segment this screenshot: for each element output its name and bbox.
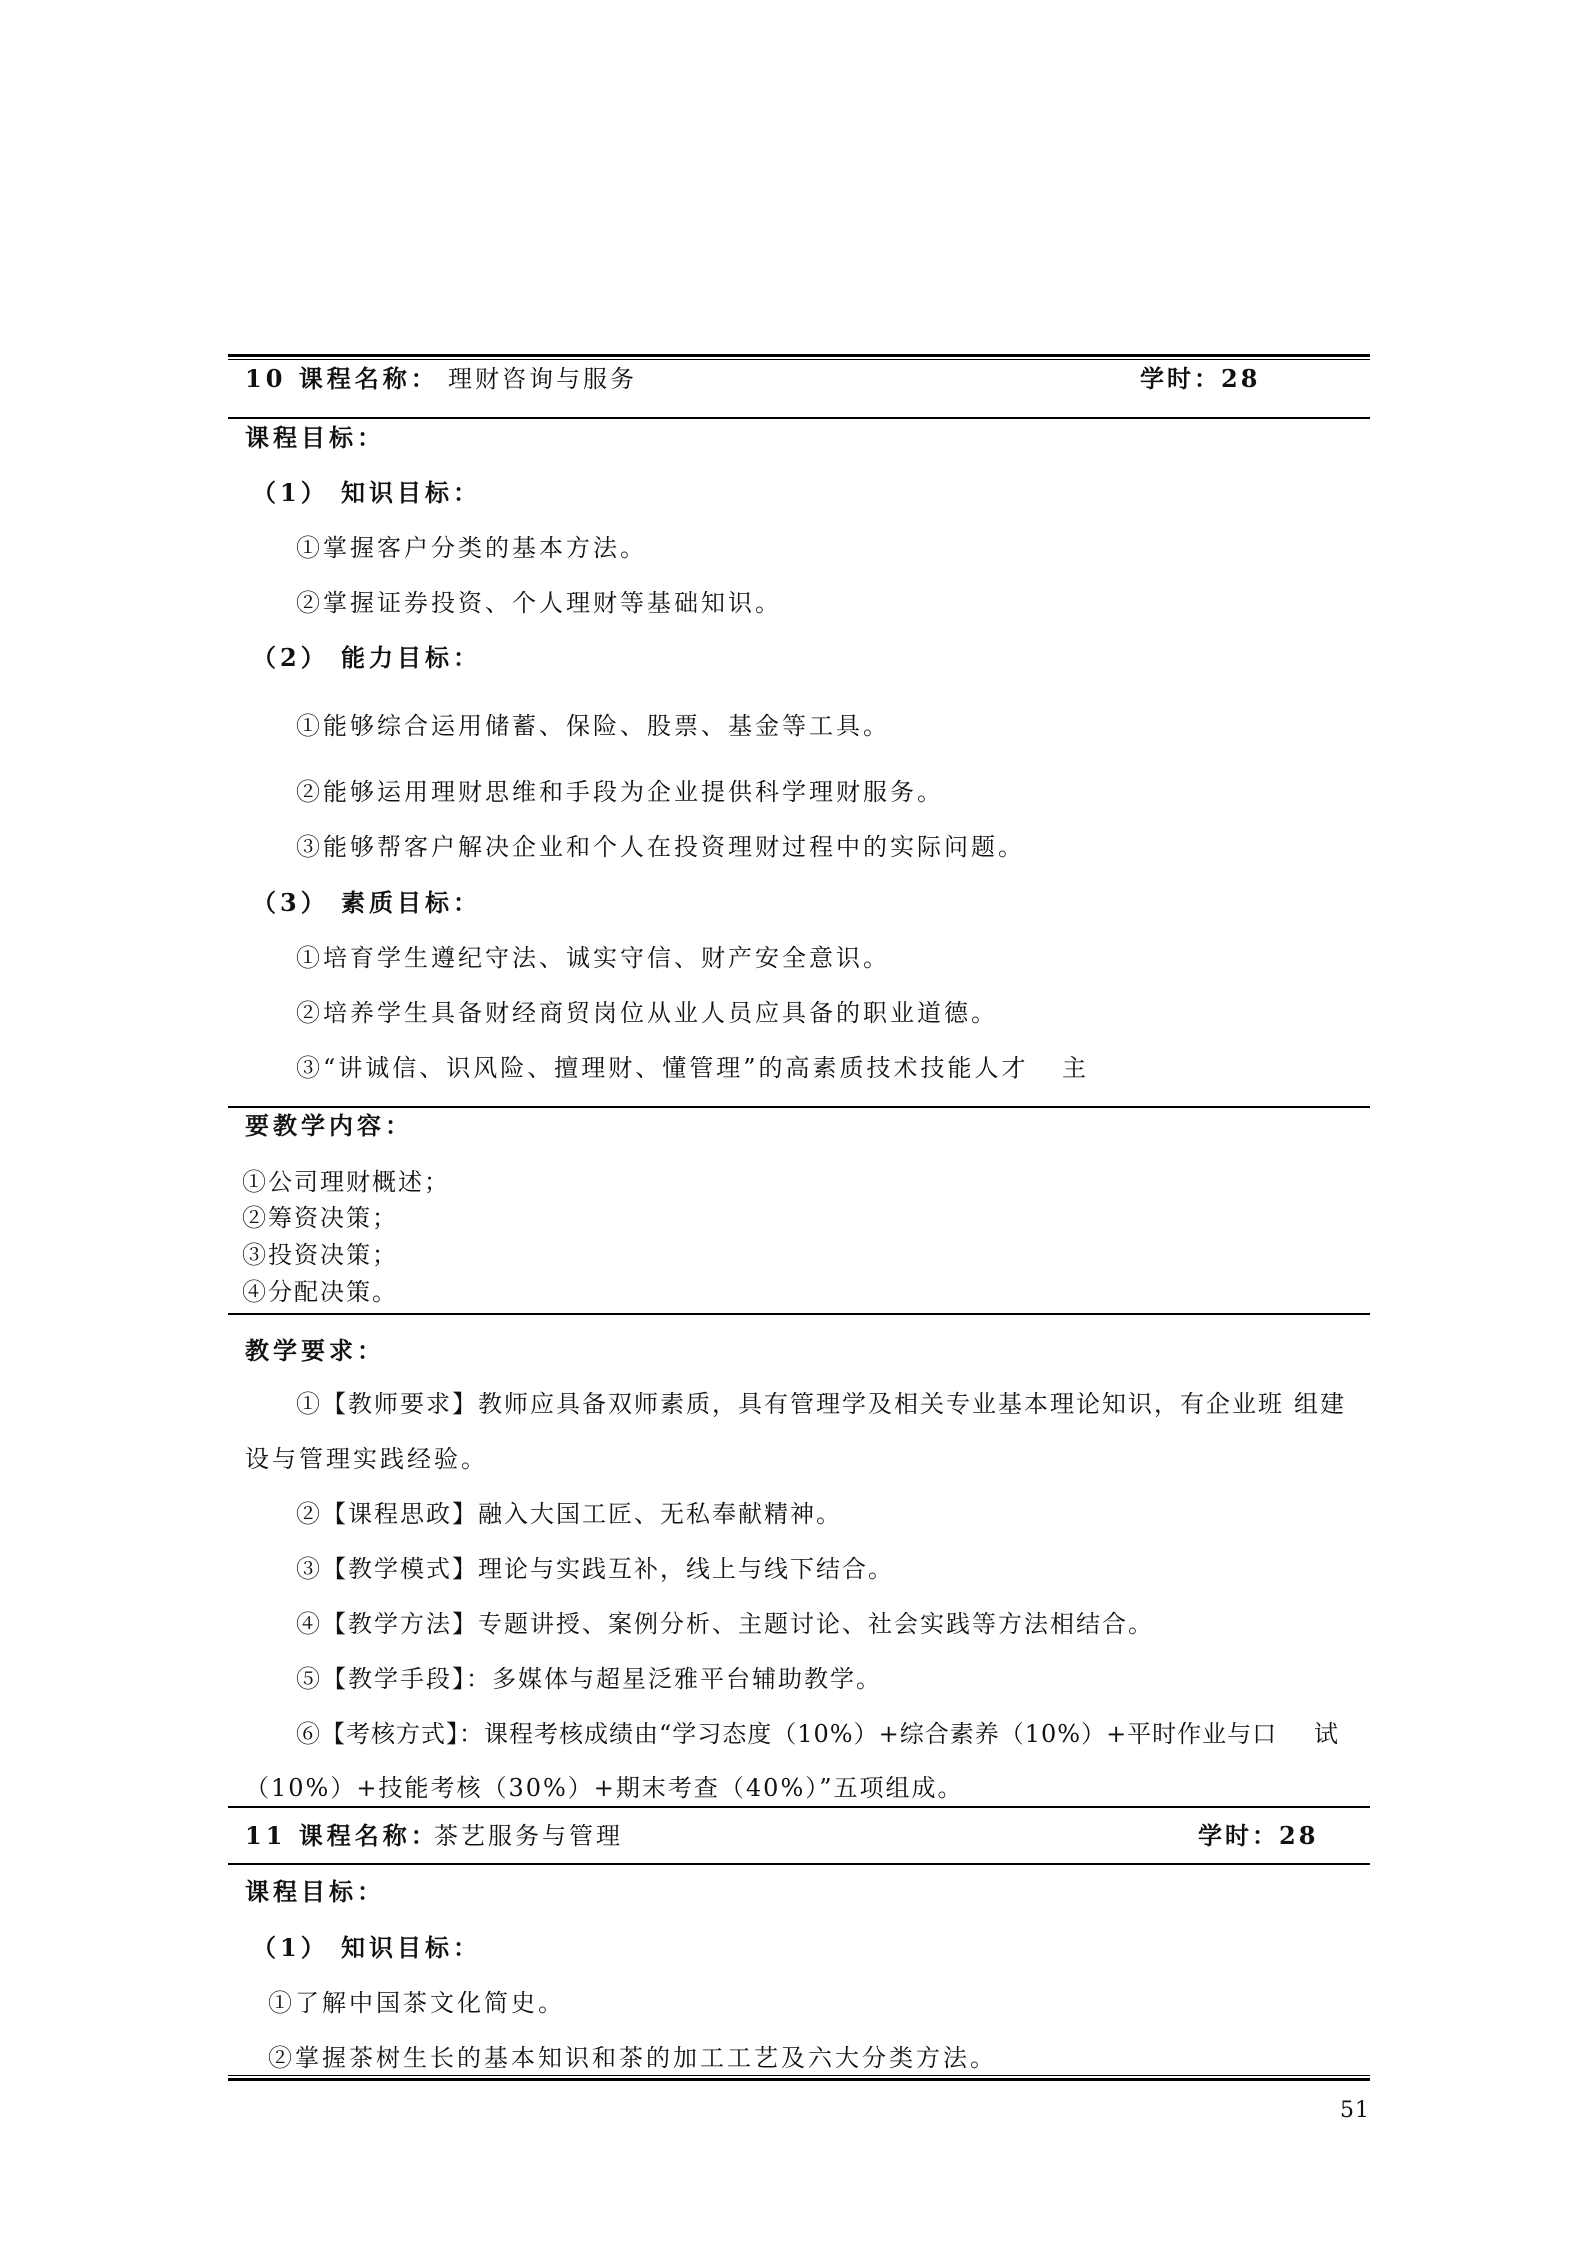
course-10-content-item-1: ①公司理财概述； xyxy=(242,1168,450,1196)
page-number: 51 xyxy=(1340,2098,1370,2123)
course-10-content-item-3: ③投资决策； xyxy=(242,1241,398,1269)
table-bottom-rule xyxy=(228,2078,1370,2081)
row-divider xyxy=(228,1806,1370,1808)
course-10-name: 理财咨询与服务 xyxy=(448,365,637,393)
course-11-knowledge-item-1: ①了解中国茶文化简史。 xyxy=(268,1989,565,2017)
course-10-knowledge-item-2: ②掌握证券投资、个人理财等基础知识。 xyxy=(296,589,782,617)
course-10-ability-item-1: ①能够综合运用储蓄、保险、股票、基金等工具。 xyxy=(296,712,890,740)
course-11-number-label: 11 课程名称： xyxy=(245,1821,439,1850)
course-10-requirements-title: 教学要求： xyxy=(245,1336,385,1365)
course-11-knowledge-title: （1） 知识目标： xyxy=(252,1933,482,1962)
course-10-goal-title: 课程目标： xyxy=(245,423,385,452)
course-10-requirement-1: ①【教师要求】教师应具备双师素质，具有管理学及相关专业基本理论知识，有企业班 xyxy=(296,1390,1284,1418)
table-top-rule xyxy=(228,354,1370,357)
course-10-ability-item-3: ③能够帮客户解决企业和个人在投资理财过程中的实际问题。 xyxy=(296,833,1025,861)
course-10-knowledge-title: （1） 知识目标： xyxy=(252,478,482,507)
course-10-quality-item-1: ①培育学生遵纪守法、诚实守信、财产安全意识。 xyxy=(296,944,890,972)
course-10-requirement-1-tail: 组建 xyxy=(1294,1390,1346,1418)
course-10-content-title: 要教学内容： xyxy=(245,1111,413,1140)
course-10-number-label: 10 课程名称： xyxy=(245,364,439,393)
course-10-requirement-1-continued: 设与管理实践经验。 xyxy=(245,1445,488,1473)
course-11-knowledge-item-2: ②掌握茶树生长的基本知识和茶的加工工艺及六大分类方法。 xyxy=(268,2044,997,2072)
course-10-requirement-6: ⑥【考核方式】：课程考核成绩由“学习态度（10%）+综合素养（10%）+平时作业与口 xyxy=(296,1720,1278,1748)
course-10-requirement-6-continued: （10%）+技能考核（30%）+期末考查（40%）”五项组成。 xyxy=(245,1774,964,1802)
course-10-ability-item-2: ②能够运用理财思维和手段为企业提供科学理财服务。 xyxy=(296,778,944,806)
course-10-quality-item-2: ②培养学生具备财经商贸岗位从业人员应具备的职业道德。 xyxy=(296,999,998,1027)
course-11-goal-title: 课程目标： xyxy=(245,1877,385,1906)
course-10-content-item-2: ②筹资决策； xyxy=(242,1204,398,1232)
course-10-hours: 学时：28 xyxy=(1140,364,1261,393)
row-divider xyxy=(228,1313,1370,1315)
course-10-knowledge-item-1: ①掌握客户分类的基本方法。 xyxy=(296,534,647,562)
course-10-requirement-6-tail: 试 xyxy=(1314,1720,1341,1748)
course-10-requirement-3: ③【教学模式】理论与实践互补，线上与线下结合。 xyxy=(296,1555,894,1583)
row-divider xyxy=(228,417,1370,419)
course-10-quality-item-3: ③“讲诚信、识风险、擅理财、懂管理”的高素质技术技能人才 xyxy=(296,1054,1029,1082)
course-11-name: 茶艺服务与管理 xyxy=(434,1822,623,1850)
course-10-requirement-2: ②【课程思政】融入大国工匠、无私奉献精神。 xyxy=(296,1500,842,1528)
course-10-quality-title: （3） 素质目标： xyxy=(252,888,482,917)
course-10-ability-title: （2） 能力目标： xyxy=(252,643,482,672)
table-bottom-rule-thin xyxy=(228,2075,1370,2076)
course-10-requirement-5: ⑤【教学手段】：多媒体与超星泛雅平台辅助教学。 xyxy=(296,1665,882,1693)
course-10-quality-trailing-char: 主 xyxy=(1062,1054,1089,1082)
row-divider xyxy=(228,1106,1370,1108)
row-divider xyxy=(228,1863,1370,1865)
course-11-hours: 学时：28 xyxy=(1198,1821,1319,1850)
course-10-content-item-4: ④分配决策。 xyxy=(242,1278,398,1306)
course-10-requirement-4: ④【教学方法】专题讲授、案例分析、主题讨论、社会实践等方法相结合。 xyxy=(296,1610,1154,1638)
table-top-rule-thin xyxy=(228,359,1370,360)
